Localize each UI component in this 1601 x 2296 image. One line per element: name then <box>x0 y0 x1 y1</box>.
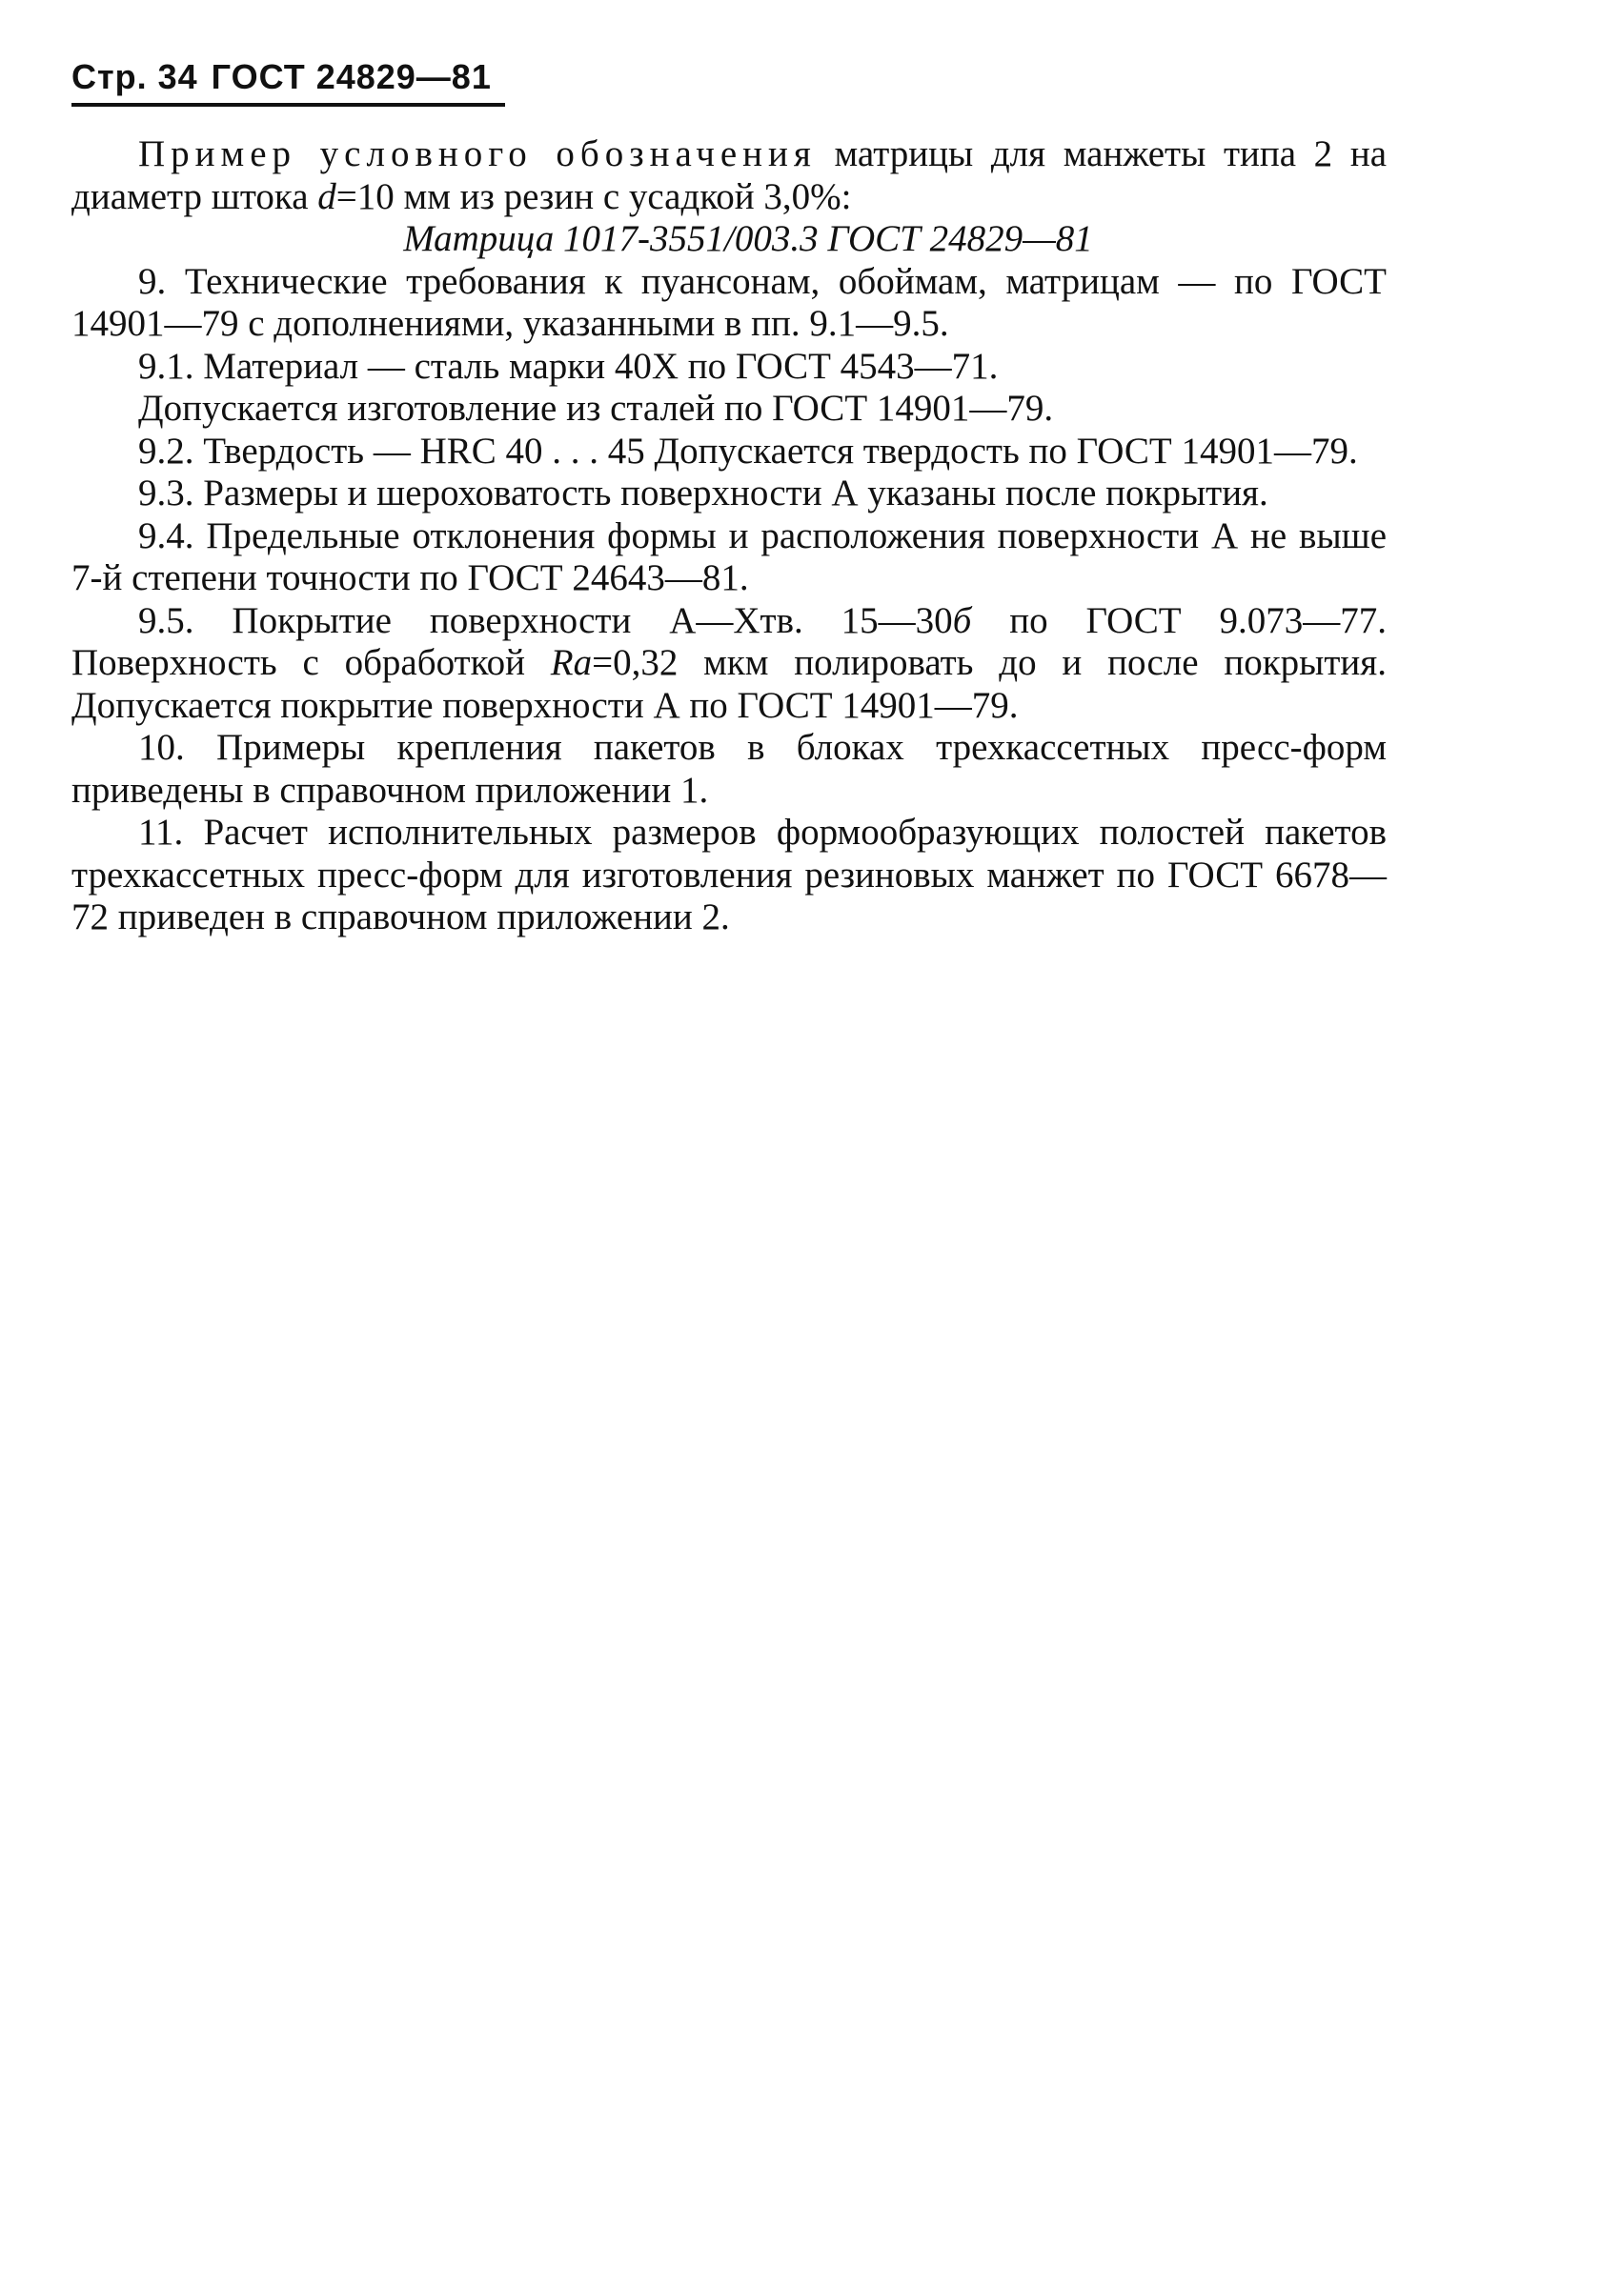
clause-9-4: 9.4. Предельные отклонения формы и расположения поверхности А не выше 7-й степени точности по ГОСТ 24643—81. <box>71 514 1387 598</box>
clause-9-1: 9.1. Материал — сталь марки 40Х по ГОСТ 4543—71. <box>138 345 999 387</box>
page-number: Стр. 34 <box>71 57 198 96</box>
clause-9-3: 9.3. Размеры и шероховатость поверхности А указаны после покрытия. <box>138 473 1268 514</box>
variable-d: d <box>317 175 336 217</box>
clause-10: 10. Примеры крепления пакетов в блоках трехкассетных пресс-форм приведены в справочном приложении 1. <box>71 727 1387 811</box>
example-intro-text: матрицы для манжеты типа 2 на диаметр штока <box>71 133 1387 217</box>
clause-9-2: 9.2. Твердость — HRC 40 . . . 45 Допускается твердость по ГОСТ 14901—79. <box>138 430 1358 472</box>
clause-9-5-part1: 9.5. Покрытие поверхности А—Хтв. 15—30 <box>138 599 953 641</box>
document-body <box>71 133 1387 939</box>
roughness-ra: Ra <box>550 642 593 683</box>
example-paragraph <box>71 133 1387 218</box>
example-intro-tail: =10 мм из резин с усадкой 3,0%: <box>335 175 852 217</box>
clause-9-5-part2: по ГОСТ 9.073—77. Поверхность с обработкой <box>71 599 1387 683</box>
standard-number: ГОСТ 24829—81 <box>211 57 492 96</box>
clause-9-5-part3: =0,32 мкм полировать до и после покрытия. Допускается покрытие поверхности А по ГОСТ 14901—79. <box>71 642 1387 726</box>
clause-9-1-note: Допускается изготовление из сталей по ГОСТ 14901—79. <box>138 388 1054 429</box>
clause-9-5 <box>71 600 1387 728</box>
designation-example: Матрица 1017-3551/003.3 ГОСТ 24829—81 <box>403 218 1093 259</box>
unit-b: б <box>952 599 972 641</box>
clause-11: 11. Расчет исполнительных размеров формообразующих полостей пакетов трехкассетных пресс-форм для изготовления резиновых манжет по ГОСТ 6678—72 приведен в справочном приложении 2. <box>71 812 1387 937</box>
page-header <box>71 57 505 107</box>
example-intro-spaced: Пример условного обозначения <box>138 133 817 174</box>
clause-9: 9. Технические требования к пуансонам, обоймам, матрицам — по ГОСТ 14901—79 с дополнениями, указанными в пп. 9.1—9.5. <box>71 260 1387 344</box>
